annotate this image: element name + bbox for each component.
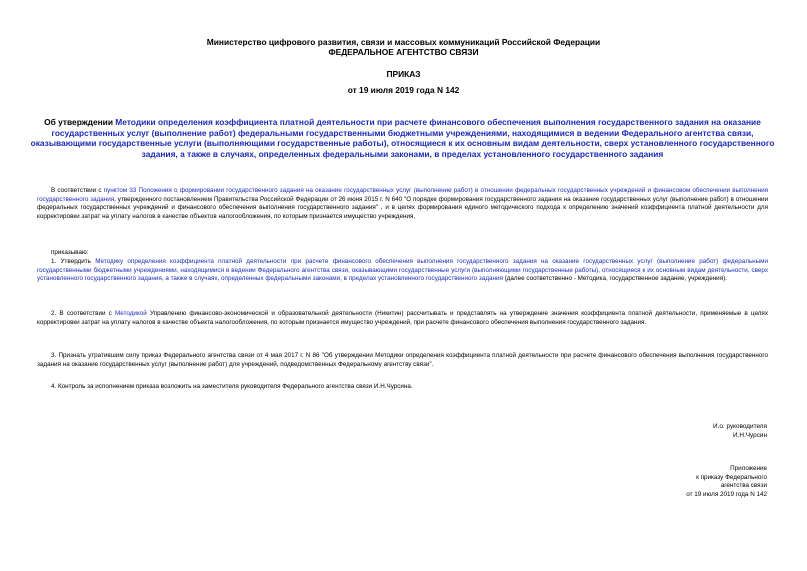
methodology-ref-link[interactable]: Методикой xyxy=(114,310,147,317)
doc-type-heading: ПРИКАЗ xyxy=(386,69,421,79)
order-word: приказываю: xyxy=(51,249,89,256)
item-2-paragraph xyxy=(37,310,768,327)
agency-heading: ФЕДЕРАЛЬНОЕ АГЕНТСТВО СВЯЗИ xyxy=(328,47,479,57)
item-3-paragraph: 3. Признать утратившим силу приказ Федерального агентства связи от 4 мая 2017 г. N 86 "Об утверждении Методики определения коэффициента платной деятельности при расчете финансового обеспечения выполнения государственного задания на оказание государственных услуг (выполнение работ) для учреждений, подведомственных Федеральному агентству связи". xyxy=(37,352,768,368)
signature-name: И.Н.Чурсин xyxy=(733,431,767,439)
preamble-paragraph xyxy=(37,187,768,221)
appendix-line-4: от 19 июля 2019 года N 142 xyxy=(686,490,767,498)
appendix-block xyxy=(607,465,767,499)
title-methodology-link[interactable]: Методики определения коэффициента платной деятельности при расчете финансового обеспечения выполнения государственного задания на оказание государственных услуг (выполнение работ) федеральными государственными бюджетными учреждениями, находящимися в ведении Федерального агентства связи, оказывающими государственные услуги (выполняющими государственные работы), относящиеся к их основным видам деятельности, сверх установленного государственного задания, а также в случаях, определенных федеральными законами, в пределах установленного государственного задания xyxy=(30,117,775,159)
appendix-line-1: Приложение xyxy=(730,465,767,472)
item-1-paragraph xyxy=(37,258,768,284)
signature-block xyxy=(567,423,767,440)
regulation-link[interactable]: Положения о формировании государственного задания на оказание государственных услуг (выполнение работ) в отношении федеральных государственных учреждений и финансовом обеспечении выполнения государственного задания xyxy=(37,187,769,203)
date-number-heading: от 19 июля 2019 года N 142 xyxy=(347,85,460,95)
preamble-text-3: , утвержденного постановлением Правительства Российской Федерации от 26 июня 2015 г. N 640 "О порядке формирования государственного задания на оказание государственных услуг (выполнение работ) в отношении федеральных государственных учреждений и финансового обеспечения выполнения государственного задания" , и в целях формирования единого методического подхода к определению значений коэффициента платной деятельности для корректировки затрат на уплату налогов в качестве объектов налогообложения, по которым признается имущество учреждения, xyxy=(37,195,768,220)
item-2-text-2: Управлению финансово-экономической и образовательной деятельности (Никитин) рассчитывать и представлять на утверждение значения коэффициента платной деятельности, применяемые в целях корректировки затрат на уплату налогов в качестве объекта налогообложения, по которым признается имущество учреждений, при расчете финансового обеспечения выполнения государственного задания. xyxy=(37,310,768,326)
item-1-text-2: (далее соответственно - Методика, государственное задание, учреждения). xyxy=(502,275,727,283)
appendix-line-2: к приказу Федерального xyxy=(696,473,767,481)
item-2-text-1: 2. В соответствии с xyxy=(51,310,115,317)
appendix-line-3: агентства связи xyxy=(720,482,767,490)
document-title xyxy=(30,117,775,159)
signature-position: И.о. руководителя xyxy=(713,423,767,430)
item-1-text-1: 1. Утвердить xyxy=(51,258,96,265)
clause-33-link[interactable]: пунктом 33 xyxy=(103,187,137,194)
methodology-link[interactable]: Методику определения коэффициента платной деятельности при расчете финансового обеспечения выполнения государственного задания на оказание государственных услуг (выполнение работ) федеральными государственными бюджетными учреждениями, находящимися в ведении Федерального агентства связи, оказывающими государственные услуги (выполняющими государственные работы), относящиеся к их основным видам деятельности, сверх установленного государственного задания, а также в случаях, определенных федеральными законами, в пределах установленного государственного задания xyxy=(37,258,768,283)
item-4-paragraph: 4. Контроль за исполнением приказа возложить на заместителя руководителя Федерального агентства связи И.Н.Чурсина. xyxy=(51,383,413,390)
ministry-heading: Министерство цифрового развития, связи и массовых коммуникаций Российской Федерации xyxy=(206,37,601,47)
preamble-text-1: В соответствии с xyxy=(51,187,104,194)
title-prefix: Об утверждении xyxy=(44,117,116,127)
